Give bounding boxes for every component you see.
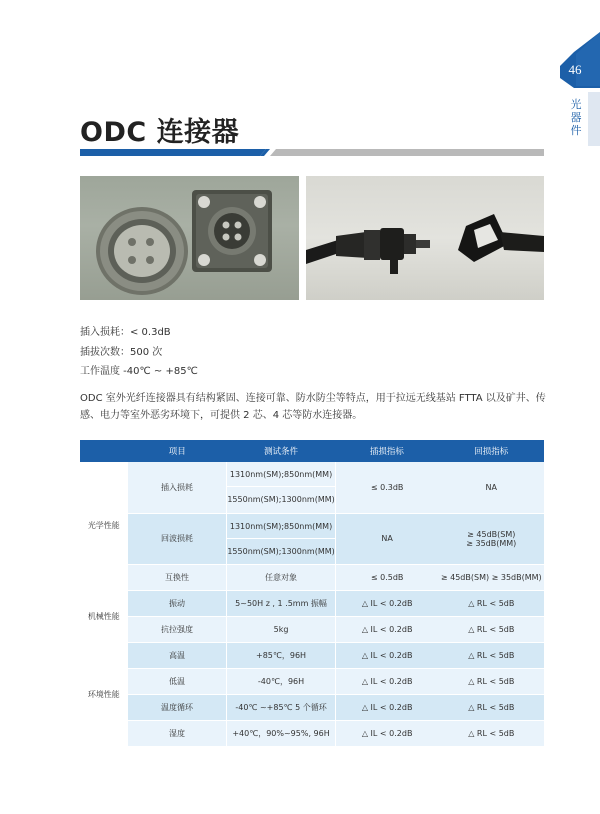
row-condition: -40℃ ~+85℃ 5 个循环 bbox=[227, 694, 335, 720]
row-item: 振动 bbox=[128, 590, 227, 616]
rl-sm: ≥ 45dB(SM) bbox=[467, 529, 516, 539]
row-condition: 5~50H z , 1 .5mm 振幅 bbox=[227, 590, 335, 616]
category-optical: 光学性能 bbox=[80, 462, 128, 590]
row-il: △ IL < 0.2dB bbox=[335, 720, 438, 746]
row-item: 低温 bbox=[128, 668, 227, 694]
table-header bbox=[80, 440, 544, 462]
condition-a: 1310nm(SM);850nm(MM) bbox=[227, 462, 334, 487]
row-condition bbox=[227, 462, 335, 513]
row-il: NA bbox=[335, 513, 438, 564]
spec-operating-temp: 工作温度 -40℃ ~ +85℃ bbox=[80, 366, 198, 377]
chapter-label: 光器件 bbox=[570, 98, 582, 137]
header-condition: 测试条件 bbox=[227, 440, 335, 462]
table-row bbox=[80, 642, 544, 668]
row-condition: -40℃，96H bbox=[227, 668, 335, 694]
category-mechanical: 机械性能 bbox=[80, 590, 128, 642]
performance-table bbox=[80, 440, 544, 747]
row-rl: △ RL < 5dB bbox=[439, 694, 544, 720]
row-il: △ IL < 0.2dB bbox=[335, 590, 438, 616]
row-condition bbox=[227, 513, 335, 564]
row-il: △ IL < 0.2dB bbox=[335, 694, 438, 720]
row-item: 互换性 bbox=[128, 564, 227, 590]
row-rl: △ RL < 5dB bbox=[439, 590, 544, 616]
title-underline bbox=[80, 149, 544, 156]
row-rl bbox=[439, 513, 544, 564]
row-item: 抗拉强度 bbox=[128, 616, 227, 642]
table-row bbox=[80, 668, 544, 694]
row-il: ≤ 0.3dB bbox=[335, 462, 438, 513]
table-row bbox=[80, 720, 544, 746]
row-item: 插入损耗 bbox=[128, 462, 227, 513]
row-il: △ IL < 0.2dB bbox=[335, 616, 438, 642]
row-rl: NA bbox=[439, 462, 544, 513]
header-item: 项目 bbox=[128, 440, 227, 462]
row-item: 温度循环 bbox=[128, 694, 227, 720]
row-item: 湿度 bbox=[128, 720, 227, 746]
condition-b: 1550nm(SM);1300nm(MM) bbox=[227, 546, 335, 556]
page-number: 46 bbox=[568, 62, 582, 77]
header-rl: 回损指标 bbox=[439, 440, 544, 462]
table-row bbox=[80, 564, 544, 590]
header-il: 插损指标 bbox=[335, 440, 438, 462]
table-row bbox=[80, 590, 544, 616]
row-il: △ IL < 0.2dB bbox=[335, 668, 438, 694]
page-title: ODC 连接器 bbox=[80, 117, 240, 148]
row-condition: 5kg bbox=[227, 616, 335, 642]
spec-mating-cycles: 插拔次数：500 次 bbox=[80, 347, 163, 358]
row-il: △ IL < 0.2dB bbox=[335, 642, 438, 668]
table-row bbox=[80, 616, 544, 642]
row-item: 回波损耗 bbox=[128, 513, 227, 564]
rl-mm: ≥ 35dB(MM) bbox=[466, 538, 517, 548]
row-rl: △ RL < 5dB bbox=[439, 616, 544, 642]
connector-photo-front bbox=[80, 176, 299, 300]
condition-b: 1550nm(SM);1300nm(MM) bbox=[227, 495, 335, 505]
row-rl: △ RL < 5dB bbox=[439, 720, 544, 746]
row-rl: △ RL < 5dB bbox=[439, 668, 544, 694]
spec-insertion-loss: 插入损耗：< 0.3dB bbox=[80, 327, 171, 338]
category-environment: 环境性能 bbox=[80, 642, 128, 746]
product-description: ODC 室外光纤连接器具有结构紧固、连接可靠、防水防尘等特点，用于拉远无线基站 FTTA 以及矿井、传感、电力等室外恶劣环境下，可提供 2 芯、4 芯等防水连接器。 bbox=[80, 393, 546, 421]
table-row bbox=[80, 462, 544, 513]
condition-a: 1310nm(SM);850nm(MM) bbox=[227, 514, 334, 539]
row-rl: △ RL < 5dB bbox=[439, 642, 544, 668]
header-blank bbox=[80, 440, 128, 462]
table-row bbox=[80, 513, 544, 564]
row-rl: ≥ 45dB(SM) ≥ 35dB(MM) bbox=[439, 564, 544, 590]
connector-photo-side bbox=[306, 176, 544, 300]
row-condition: 任意对象 bbox=[227, 564, 335, 590]
row-condition: +40℃，90%~95%, 96H bbox=[227, 720, 335, 746]
row-item: 高温 bbox=[128, 642, 227, 668]
table-row bbox=[80, 694, 544, 720]
row-il: ≤ 0.5dB bbox=[335, 564, 438, 590]
row-condition: +85℃，96H bbox=[227, 642, 335, 668]
